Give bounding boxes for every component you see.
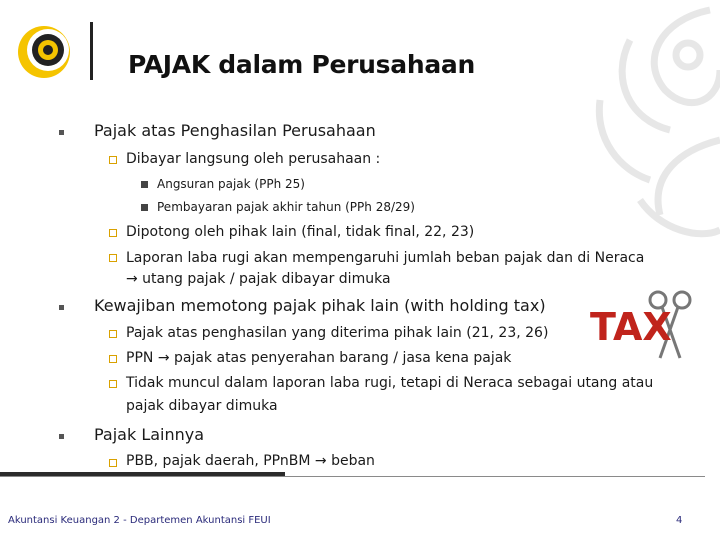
- tax-label: TAX: [590, 305, 672, 349]
- bullet-1-3-line1: Laporan laba rugi akan mempengaruhi jumlah beban pajak dan di Neraca: [126, 250, 645, 266]
- level3-bullet: [141, 181, 148, 188]
- level3-bullet: [141, 204, 148, 211]
- level2-bullet: [109, 330, 117, 338]
- bullet-1-text: Pajak atas Penghasilan Perusahaan: [94, 121, 376, 140]
- bullet-1-1-text: Dibayar langsung oleh perusahaan :: [126, 151, 381, 167]
- bullet-1-2-text: Dipotong oleh pihak lain (final, tidak final, 22, 23): [126, 224, 475, 240]
- level2-bullet: [109, 355, 117, 363]
- bullet-1-1-1-text: Angsuran pajak (PPh 25): [157, 177, 305, 191]
- bullet-1-1-2-text: Pembayaran pajak akhir tahun (PPh 28/29): [157, 200, 415, 214]
- bullet-2-2-text: PPN → pajak atas penyerahan barang / jasa kena pajak: [126, 350, 512, 366]
- bullet-2-text: Kewajiban memotong pajak pihak lain (with holding tax): [94, 296, 546, 315]
- level2-bullet: [109, 156, 117, 164]
- level1-bullet: [59, 305, 64, 310]
- arrow-right-icon: →: [157, 350, 170, 366]
- level1-bullet: [59, 434, 64, 439]
- arrow-right-icon: →: [126, 271, 138, 287]
- level2-bullet: [109, 229, 117, 237]
- level2-bullet: [109, 459, 117, 467]
- bullet-1-3-line2: → utang pajak / pajak dibayar dimuka: [126, 271, 391, 287]
- bullet-3-1-text: PBB, pajak daerah, PPnBM → beban: [126, 453, 375, 469]
- level2-bullet: [109, 380, 117, 388]
- bullet-2-3-line2: pajak dibayar dimuka: [126, 398, 278, 414]
- arrow-right-icon: →: [314, 453, 327, 469]
- bullet-3-text: Pajak Lainnya: [94, 425, 205, 444]
- footer-divider: [0, 476, 705, 477]
- footer-text: Akuntansi Keuangan 2 - Departemen Akuntansi FEUI: [8, 515, 271, 526]
- bullet-2-1-text: Pajak atas penghasilan yang diterima pihak lain (21, 23, 26): [126, 325, 549, 341]
- level1-bullet: [59, 130, 64, 135]
- tax-scissors-image: [588, 288, 703, 368]
- slide-title: PAJAK dalam Perusahaan: [128, 50, 475, 79]
- level2-bullet: [109, 254, 117, 262]
- bullet-2-3-line1: Tidak muncul dalam laporan laba rugi, tetapi di Neraca sebagai utang atau: [126, 375, 654, 391]
- page-number: 4: [676, 515, 683, 526]
